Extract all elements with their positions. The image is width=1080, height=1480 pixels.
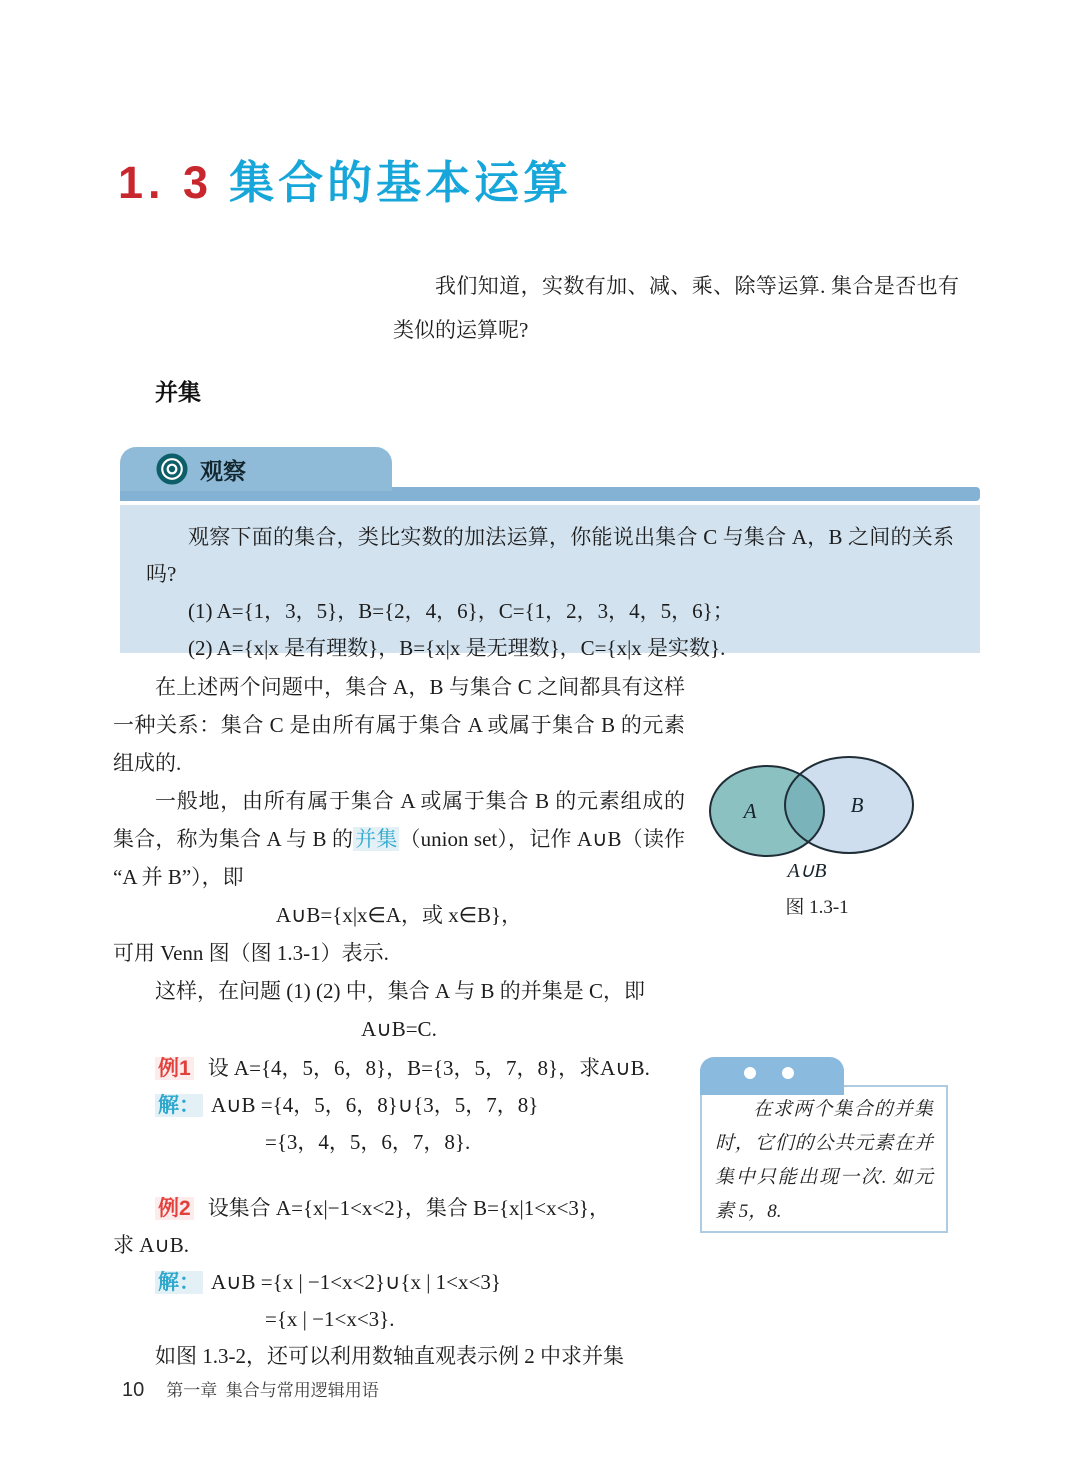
example-1-statement-line (113, 1050, 713, 1087)
page-footer (122, 1376, 379, 1402)
section-title-text: 集合的基本运算 (229, 157, 573, 209)
venn-label-a: A (743, 799, 757, 823)
body-paragraph-4: 这样，在问题 (1) (2) 中，集合 A 与 B 的并集是 C，即 (155, 979, 645, 1003)
example-1-solution-line-1 (113, 1087, 713, 1124)
para2-before: 一般地，由所有属于集合 A 或属于集合 B 的元素组成的集合，称为集合 A 与 B 的 (113, 789, 685, 851)
example-2-solution-line-1 (113, 1264, 713, 1301)
body-paragraph-1: 在上述两个问题中，集合 A，B 与集合 C 之间都具有这样一种关系：集合 C 是由所有属于集合 A 或属于集合 B 的元素组成的. (113, 675, 685, 775)
example-1-solution-text: A∪B ={4，5，6，8}∪{3，5，7，8} (211, 1093, 539, 1117)
example-2-label: 例2 (155, 1197, 194, 1220)
example-1-solution-label: 解： (155, 1094, 203, 1117)
section-number: 1. 3 (118, 157, 214, 209)
venn-label-b: B (850, 793, 864, 817)
venn-diagram-figure (697, 745, 975, 937)
example-2-closing-text: 如图 1.3-2，还可以利用数轴直观表示例 2 中求并集 (155, 1344, 624, 1368)
venn-figure-caption: 图 1.3-1 (785, 897, 849, 918)
example-2-solution-text: A∪B ={x | −1<x<2}∪{x | 1<x<3} (211, 1270, 501, 1294)
main-text-column (113, 668, 685, 1048)
page-title (118, 146, 572, 211)
footer-chapter-title: 第一章 集合与常用逻辑用语 (166, 1381, 379, 1400)
margin-note-tab (700, 1057, 844, 1095)
example-2-solution-label: 解： (155, 1271, 203, 1294)
union-definition-formula: A∪B={x|x∈A，或 x∈B}， (275, 903, 523, 927)
intro-paragraph: 我们知道，实数有加、减、乘、除等运算. 集合是否也有类似的运算呢? (393, 274, 959, 342)
margin-note-text: 在求两个集合的并集时，它们的公共元素在并集中只能出现一次. 如元素 5，8. (700, 1085, 948, 1233)
observe-body (120, 505, 980, 660)
margin-note-box (700, 1057, 948, 1233)
example-2-statement: 设集合 A={x|−1<x<2}，集合 B={x|1<x<3}， (207, 1196, 610, 1220)
observe-item-1: (1) A={1，3，5}，B={2，4，6}，C={1，2，3，4，5，6}； (188, 599, 734, 623)
body-paragraph-3: 可用 Venn 图（图 1.3-1）表示. (113, 941, 389, 965)
union-term-highlight: 并集 (355, 827, 398, 851)
binder-dot-icon (744, 1067, 756, 1079)
example-2-statement-line-1 (113, 1190, 713, 1227)
binder-dot-icon (782, 1067, 794, 1079)
observe-tab (120, 447, 392, 491)
para2-after: （union set），记作 A∪B（读作 “A 并 B”），即 (113, 827, 685, 889)
example-2-statement-line-2: 求 A∪B. (113, 1233, 190, 1257)
observe-paragraph: 观察下面的集合，类比实数的加法运算，你能说出集合 C 与集合 A，B 之间的关系吗? (146, 525, 954, 586)
body-paragraph-2 (113, 782, 685, 896)
target-icon (156, 453, 188, 485)
example-2-solution-line-2: ={x | −1<x<3}. (265, 1307, 395, 1331)
observe-tab-label: 观察 (200, 457, 246, 484)
example-1-solution-line-2: ={3，4，5，6，7，8}. (265, 1130, 471, 1154)
union-result-formula: A∪B=C. (361, 1017, 437, 1041)
observe-callout-box (120, 447, 980, 660)
example-2-block (113, 1190, 713, 1375)
example-1-statement: 设 A={4，5，6，8}，B={3，5，7，8}，求A∪B. (207, 1056, 650, 1080)
venn-union-label: A∪B (787, 860, 827, 882)
example-1-block (113, 1050, 713, 1161)
subsection-heading-union: 并集 (155, 379, 201, 405)
observe-item-2: (2) A={x|x 是有理数}，B={x|x 是无理数}，C={x|x 是实数}. (188, 636, 726, 660)
footer-page-number: 10 (122, 1379, 145, 1401)
example-1-label: 例1 (155, 1057, 194, 1080)
